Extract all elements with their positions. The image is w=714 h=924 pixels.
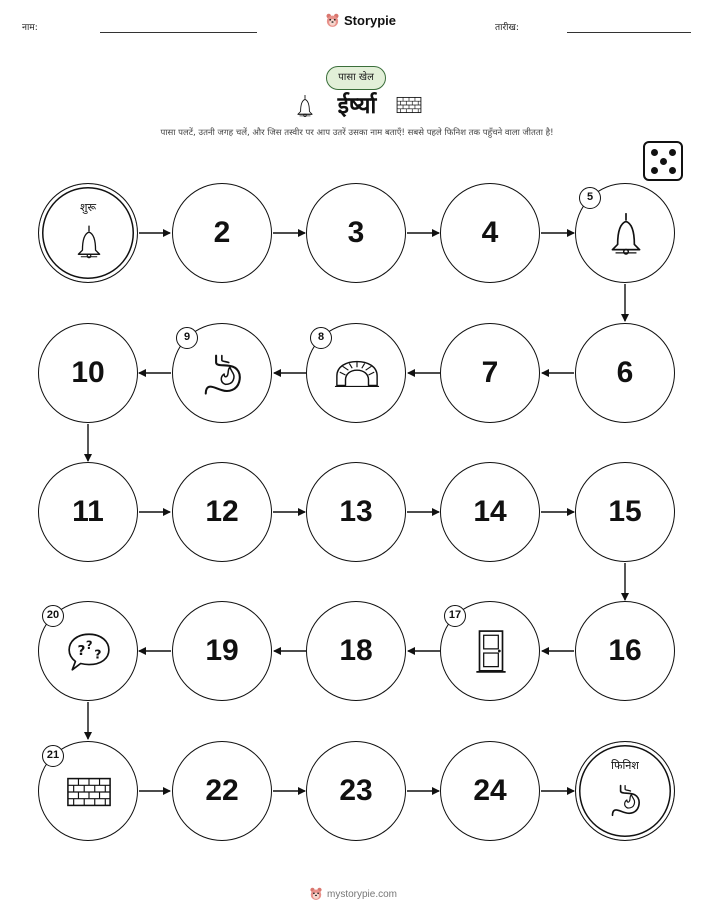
cell-number-badge: 17 (444, 605, 466, 627)
board-cell-17 (440, 601, 540, 701)
board-cell-24 (440, 741, 540, 841)
mascot-icon (309, 887, 323, 901)
bell-icon (603, 211, 649, 257)
page-title: ईर्ष्या (337, 93, 377, 119)
board-cell-9 (172, 323, 272, 423)
board-cell-6 (575, 323, 675, 423)
start-cell (38, 183, 138, 283)
finish-label: फिनिश (611, 759, 639, 772)
board-cell-7 (440, 323, 540, 423)
board-cell-16 (575, 601, 675, 701)
footer-site[interactable]: mystorypie.com (327, 888, 398, 900)
date-label: तारीख: (495, 23, 519, 33)
board-cell-20 (38, 601, 138, 701)
board-cell-11 (38, 462, 138, 562)
board-cell-15 (575, 462, 675, 562)
board-cell-12 (172, 462, 272, 562)
brick-wall-icon (66, 769, 112, 815)
cell-number-badge: 9 (176, 327, 198, 349)
cell-number: 15 (608, 495, 642, 528)
footer (309, 887, 397, 901)
stone-bridge-icon (334, 351, 380, 397)
cell-number: 6 (616, 356, 634, 389)
board-cell-18 (306, 601, 406, 701)
board-cell-8 (306, 323, 406, 423)
stomach-fire-icon (608, 782, 644, 818)
board-cell-10 (38, 323, 138, 423)
cell-number-badge: 20 (42, 605, 64, 627)
game-type-badge: पासा खेल (326, 66, 386, 90)
question-bubble-icon (66, 629, 112, 675)
cell-number: 11 (72, 495, 104, 528)
cell-number: 2 (213, 216, 231, 249)
cell-number: 4 (481, 216, 499, 249)
name-label: नाम: (22, 23, 38, 33)
cell-number-badge: 5 (579, 187, 601, 209)
board-cell-21 (38, 741, 138, 841)
board-cell-19 (172, 601, 272, 701)
board-cell-5 (575, 183, 675, 283)
cell-number: 7 (481, 356, 499, 389)
cell-number: 12 (205, 495, 239, 528)
cell-number: 22 (205, 774, 239, 807)
finish-cell (575, 741, 675, 841)
cell-number: 16 (608, 634, 642, 667)
start-label: शुरू (79, 201, 97, 214)
board-cell-23 (306, 741, 406, 841)
board-cell-14 (440, 462, 540, 562)
cell-number: 23 (339, 774, 373, 807)
cell-number: 13 (339, 495, 373, 528)
stomach-fire-icon (200, 351, 246, 397)
brand-name: Storypie (344, 13, 397, 28)
door-icon (468, 629, 514, 675)
cell-number: 24 (473, 774, 507, 807)
board-cell-13 (306, 462, 406, 562)
instructions: पासा पलटें, उतनी जगह चलें, और जिस तस्वीर पर आप उतरें उसका नाम बताएँ! सबसे पहले फिनिश तक पहुँचने वाला जीतता है! (160, 128, 554, 138)
cell-number: 10 (71, 356, 105, 389)
bell-icon (71, 224, 107, 260)
cell-number: 18 (339, 634, 373, 667)
board-cell-2 (172, 183, 272, 283)
board-cell-22 (172, 741, 272, 841)
cell-number: 14 (473, 495, 507, 528)
board-cell-4 (440, 183, 540, 283)
cell-number-badge: 21 (42, 745, 64, 767)
board-cell-3 (306, 183, 406, 283)
cell-number: 19 (205, 634, 239, 667)
cell-number: 3 (347, 216, 365, 249)
cell-number-badge: 8 (310, 327, 332, 349)
